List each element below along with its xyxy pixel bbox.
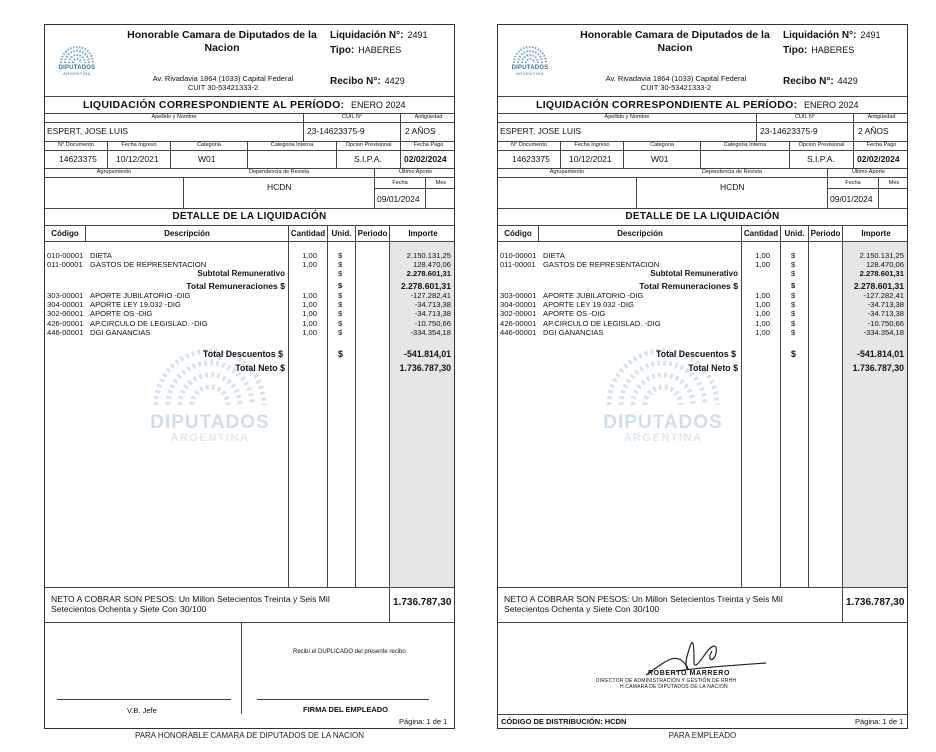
nombre-label: Apellido y Nombre — [604, 114, 650, 120]
total-descuentos-row: Total Descuentos $ $ -541.814,01 — [498, 349, 907, 361]
table-row: 426-00001 AP.CIRCULO DE LEGISLAD. -DIG 1,00 $ -10.750,66 — [47, 319, 451, 328]
table-row: 304-00001 APORTE LEY 19.032 -DIG 1,00 $ -34.713,38 — [47, 300, 451, 309]
recibo-number — [783, 76, 858, 87]
neto-text: NETO A COBRAR SON PESOS: Un Millon Setecientos Treinta y Seis Mil Setecientos Ochenta y Siete Con 30/100 — [51, 594, 330, 614]
column-header-unidad: Unid. — [784, 229, 805, 238]
column-header-importe: Importe — [861, 229, 891, 238]
column-header-cantidad: Cantidad — [743, 229, 779, 238]
total-remuneraciones-row: Total Remuneraciones $ $ 2.278.601,31 — [45, 281, 454, 291]
total-neto-amount: 1.736.787,30 — [399, 363, 451, 373]
signer-name: ROBERTO MARRERO — [648, 670, 730, 677]
liquidacion-number — [783, 30, 880, 41]
organization-address — [586, 74, 766, 92]
caption-employer: PARA HONORABLE CAMARA DE DIPUTADOS DE LA NACION — [134, 731, 365, 740]
vb-jefe-label: V.B. Jefe — [127, 706, 157, 715]
table-row: 446-00001 DGI GANANCIAS 1,00 $ -334.354,18 — [47, 328, 451, 337]
liquidacion-label: Liquidación N°: — [783, 30, 857, 41]
neto-text: NETO A COBRAR SON PESOS: Un Millon Setecientos Treinta y Seis Mil Setecientos Ochenta y Siete Con 30/100 — [504, 594, 783, 614]
liquidacion-value: 2491 — [407, 30, 428, 40]
dependencia-label: Dependencia de Revista — [702, 169, 762, 175]
tipo-label: Tipo: — [330, 45, 355, 56]
subtotal-row: Subtotal Remunerativo $ 2.278.601,31 — [498, 269, 907, 279]
watermark-line2: ARGENTINA — [170, 432, 250, 444]
table-row: 011-00001 GASTOS DE REPRESENTACION 1,00 $ 128.470,06 — [500, 260, 904, 269]
signer-title-2: H.CAMARA DE DIPUTADOS DE LA NACION — [620, 684, 728, 690]
organization-title: Honorable Camara de Diputados de la Nacion — [580, 29, 770, 54]
period-row — [45, 97, 454, 113]
employee-ingreso: 10/12/2021 — [569, 154, 612, 164]
subtotal-amount: 2.278.601,31 — [859, 269, 904, 278]
ultimo-aporte-label: Ultimo Aporte — [398, 169, 432, 175]
subtotal-label: Subtotal Remunerativo — [650, 269, 738, 278]
logo-subtext: ARGENTINA — [516, 71, 544, 76]
antiguedad-label: Antigüedad — [867, 114, 896, 120]
neto-amount: 1.736.787,30 — [846, 597, 905, 608]
employee-categoria: W01 — [651, 154, 669, 164]
tipo-value: HABERES — [811, 45, 855, 55]
fecha-label: Fecha — [392, 180, 408, 186]
employee-cuil: 23-14623375-9 — [760, 126, 818, 136]
dependencia-label: Dependencia de Revista — [249, 169, 309, 175]
table-row: 426-00001 AP.CIRCULO DE LEGISLAD. -DIG 1,00 $ -10.750,66 — [500, 319, 904, 328]
ingreso-label: Fecha Ingreso — [121, 142, 157, 148]
logo-arch-icon — [57, 33, 97, 65]
logo-arch-icon — [510, 33, 550, 65]
caption-employee: PARA EMPLEADO — [668, 731, 737, 740]
liquidacion-number — [330, 30, 427, 41]
categoria-label: Categoria — [650, 142, 674, 148]
total-rem-amount: 2.278.601,31 — [853, 281, 904, 291]
receipt-copy-employee — [497, 24, 908, 729]
cuil-label: CUIL N° — [794, 114, 816, 120]
total-desc-label: Total Descuentos $ — [202, 349, 283, 359]
address-line: Av. Rivadavia 1864 (1033) Capital Federal — [605, 74, 747, 83]
table-row: 304-00001 APORTE LEY 19.032 -DIG 1,00 $ -34.713,38 — [500, 300, 904, 309]
total-rem-label: Total Remuneraciones $ — [186, 281, 285, 291]
total-neto-row — [45, 363, 454, 375]
ingreso-label: Fecha Ingreso — [574, 142, 610, 148]
column-header-descripcion: Descripción — [617, 229, 663, 238]
period-value: ENERO 2024 — [804, 100, 859, 110]
pago-label: Fecha Pago — [413, 142, 444, 148]
recibo-value: 4429 — [384, 76, 405, 86]
column-header-periodo: Periodo — [810, 229, 841, 238]
employee-opcion: S.I.P.A. — [354, 154, 382, 164]
table-row: 010-00001 DIETA 1,00 $ 2.150.131,25 — [500, 251, 904, 260]
signer-title: DIRECTOR DE ADMINISTRACIÓN Y GESTIÓN DE RRHH — [596, 678, 737, 684]
total-remuneraciones-row: Total Remuneraciones $ $ 2.278.601,31 — [498, 281, 907, 291]
watermark-line1: DIPUTADOS — [603, 412, 723, 433]
ultimo-aporte-fecha: 09/01/2024 — [830, 194, 873, 204]
column-header-descripcion: Descripción — [164, 229, 210, 238]
ultimo-aporte-fecha: 09/01/2024 — [377, 194, 420, 204]
detail-title: DETALLE DE LA LIQUIDACIÓN — [172, 211, 327, 222]
employee-categoria: W01 — [198, 154, 216, 164]
logo-text: DIPUTADOS — [58, 65, 96, 71]
diputados-logo — [508, 33, 552, 81]
period-value: ENERO 2024 — [351, 100, 406, 110]
agrupamiento-label: Agrupamiento — [96, 169, 132, 175]
employee-ingreso: 10/12/2021 — [116, 154, 159, 164]
cuil-label: CUIL N° — [341, 114, 363, 120]
neto-amount: 1.736.787,30 — [393, 597, 452, 608]
mes-label: Mes — [435, 180, 447, 186]
table-row: 303-00001 APORTE JUBILATORIO -DIG 1,00 $ -127.282,41 — [500, 291, 904, 300]
page-number: Página: 1 de 1 — [855, 717, 904, 726]
total-neto-row — [498, 363, 907, 375]
page-number: Página: 1 de 1 — [399, 717, 448, 726]
total-desc-amount: -541.814,01 — [404, 349, 451, 359]
column-header-codigo: Código — [504, 229, 532, 238]
organization-title: Honorable Camara de Diputados de la Nacion — [127, 29, 317, 54]
subtotal-amount: 2.278.601,31 — [406, 269, 451, 278]
tipo-field — [330, 45, 401, 56]
employee-documento: 14623375 — [59, 154, 97, 164]
watermark-line1: DIPUTADOS — [150, 412, 270, 433]
logo-text: DIPUTADOS — [511, 65, 549, 71]
subtotal-row: Subtotal Remunerativo $ 2.278.601,31 — [45, 269, 454, 279]
total-rem-amount: 2.278.601,31 — [400, 281, 451, 291]
total-rem-label: Total Remuneraciones $ — [639, 281, 738, 291]
ultimo-aporte-label: Ultimo Aporte — [851, 169, 885, 175]
employee-pago: 02/02/2024 — [404, 154, 447, 164]
liquidacion-value: 2491 — [860, 30, 881, 40]
tipo-label: Tipo: — [783, 45, 808, 56]
pago-label: Fecha Pago — [866, 142, 897, 148]
agrupamiento-label: Agrupamiento — [549, 169, 585, 175]
period-label: LIQUIDACIÓN CORRESPONDIENTE AL PERÍODO: — [536, 99, 798, 111]
watermark-line2: ARGENTINA — [623, 432, 703, 444]
recibo-number — [330, 76, 405, 87]
logo-subtext: ARGENTINA — [63, 71, 91, 76]
distribucion-label: CÓDIGO DE DISTRIBUCIÓN: HCDN — [501, 717, 627, 726]
duplicado-text: Recibí el DUPLICADO del presente recibo — [293, 649, 406, 655]
documento-label: N° Documento — [511, 142, 547, 148]
antiguedad-label: Antigüedad — [414, 114, 443, 120]
total-desc-label: Total Descuentos $ — [655, 349, 736, 359]
categoria-interna-label: Categoria Interna — [270, 142, 314, 148]
employee-antiguedad: 2 AÑOS — [858, 126, 889, 136]
firma-empleado-label: FIRMA DEL EMPLEADO — [303, 705, 389, 714]
cuit-line: CUIT 30-53421333-2 — [187, 83, 259, 92]
employee-cuil: 23-14623375-9 — [307, 126, 365, 136]
documento-label: N° Documento — [58, 142, 94, 148]
employee-dependencia: HCDN — [267, 182, 292, 192]
opcion-label: Opcion Previsional — [345, 142, 392, 148]
employee-pago: 02/02/2024 — [857, 154, 900, 164]
fecha-label: Fecha — [845, 180, 861, 186]
table-row: 011-00001 GASTOS DE REPRESENTACION 1,00 $ 128.470,06 — [47, 260, 451, 269]
tipo-value: HABERES — [358, 45, 402, 55]
receipt-copy-employer — [44, 24, 455, 729]
table-row: 446-00001 DGI GANANCIAS 1,00 $ -334.354,18 — [500, 328, 904, 337]
detail-title: DETALLE DE LA LIQUIDACIÓN — [625, 211, 780, 222]
subtotal-label: Subtotal Remunerativo — [197, 269, 285, 278]
table-row: 303-00001 APORTE JUBILATORIO -DIG 1,00 $ -127.282,41 — [47, 291, 451, 300]
total-neto-label: Total Neto $ — [688, 363, 738, 373]
employee-opcion: S.I.P.A. — [807, 154, 835, 164]
categoria-interna-label: Categoria Interna — [723, 142, 767, 148]
categoria-label: Categoria — [197, 142, 221, 148]
total-neto-label: Total Neto $ — [235, 363, 285, 373]
table-row: 302-00001 APORTE OS -DIG 1,00 $ -34.713,38 — [500, 309, 904, 318]
mes-label: Mes — [888, 180, 900, 186]
table-row: 010-00001 DIETA 1,00 $ 2.150.131,25 — [47, 251, 451, 260]
employee-dependencia: HCDN — [720, 182, 745, 192]
total-descuentos-row: Total Descuentos $ $ -541.814,01 — [45, 349, 454, 361]
opcion-label: Opcion Previsional — [798, 142, 845, 148]
period-row — [498, 97, 907, 113]
column-header-unidad: Unid. — [331, 229, 352, 238]
employee-antiguedad: 2 AÑOS — [405, 126, 436, 136]
column-header-cantidad: Cantidad — [290, 229, 326, 238]
column-header-importe: Importe — [408, 229, 438, 238]
employee-name: ESPERT, JOSE LUIS — [47, 126, 129, 136]
column-header-periodo: Periodo — [357, 229, 388, 238]
total-desc-amount: -541.814,01 — [857, 349, 904, 359]
recibo-label: Recibo N°: — [783, 76, 834, 87]
employee-documento: 14623375 — [512, 154, 550, 164]
period-label: LIQUIDACIÓN CORRESPONDIENTE AL PERÍODO: — [83, 99, 345, 111]
recibo-value: 4429 — [837, 76, 858, 86]
table-row: 302-00001 APORTE OS -DIG 1,00 $ -34.713,38 — [47, 309, 451, 318]
cuit-line: CUIT 30-53421333-2 — [640, 83, 712, 92]
column-header-codigo: Código — [51, 229, 79, 238]
organization-address — [133, 74, 313, 92]
diputados-logo — [55, 33, 99, 81]
employee-name: ESPERT, JOSE LUIS — [500, 126, 582, 136]
tipo-field — [783, 45, 854, 56]
nombre-label: Apellido y Nombre — [151, 114, 197, 120]
total-neto-amount: 1.736.787,30 — [852, 363, 904, 373]
address-line: Av. Rivadavia 1864 (1033) Capital Federal — [152, 74, 294, 83]
recibo-label: Recibo N°: — [330, 76, 381, 87]
liquidacion-label: Liquidación N°: — [330, 30, 404, 41]
